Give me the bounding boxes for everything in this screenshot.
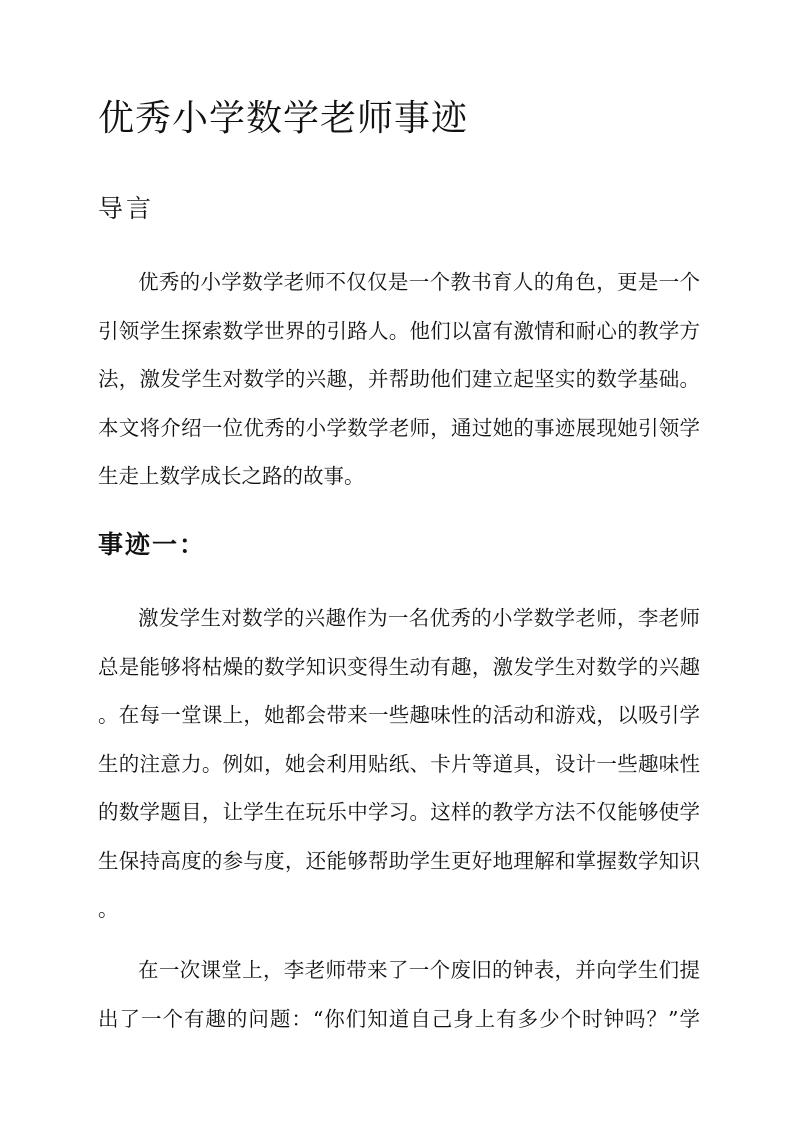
deed-one-paragraph-2: [98, 946, 700, 1043]
paragraph-line: 生保持高度的参与度，还能够帮助学生更好地理解和掌握数学知识: [98, 848, 700, 873]
paragraph-line: 优秀的小学数学老师不仅仅是一个教书育人的角色，更是一个: [138, 270, 700, 294]
section-heading-intro: 导言: [98, 194, 155, 223]
deed-one-paragraph: [98, 594, 700, 934]
paragraph-line: 生走上数学成长之路的故事。: [98, 464, 365, 488]
intro-paragraph: [98, 258, 700, 501]
paragraph-line: 在一次课堂上，李老师带来了一个废旧的钟表，并向学生们提: [138, 958, 700, 982]
paragraph-line: 的数学题目，让学生在玩乐中学习。这样的教学方法不仅能够使学: [98, 800, 700, 824]
section-heading-deed-one: 事迹一：: [98, 530, 207, 559]
paragraph-line: 。在每一堂课上，她都会带来一些趣味性的活动和游戏，以吸引学: [98, 703, 700, 727]
paragraph-line: 法，激发学生对数学的兴趣，并帮助他们建立起坚实的数学基础。: [98, 367, 700, 391]
paragraph-line: 。: [98, 897, 119, 921]
paragraph-line: 生的注意力。例如，她会利用贴纸、卡片等道具，设计一些趣味性: [98, 751, 700, 776]
paragraph-line: 本文将介绍一位优秀的小学数学老师，通过她的事迹展现她引领学: [98, 415, 700, 440]
document-title: 优秀小学数学老师事迹: [98, 98, 469, 139]
paragraph-line: 激发学生对数学的兴趣作为一名优秀的小学数学老师，李老师: [138, 606, 700, 630]
paragraph-line: 出了一个有趣的问题：“你们知道自己身上有多少个时钟吗？”学: [98, 1006, 700, 1031]
paragraph-line: 引领学生探索数学世界的引路人。他们以富有激情和耐心的教学方: [98, 318, 700, 343]
paragraph-line: 总是能够将枯燥的数学知识变得生动有趣，激发学生对数学的兴趣: [98, 654, 700, 679]
